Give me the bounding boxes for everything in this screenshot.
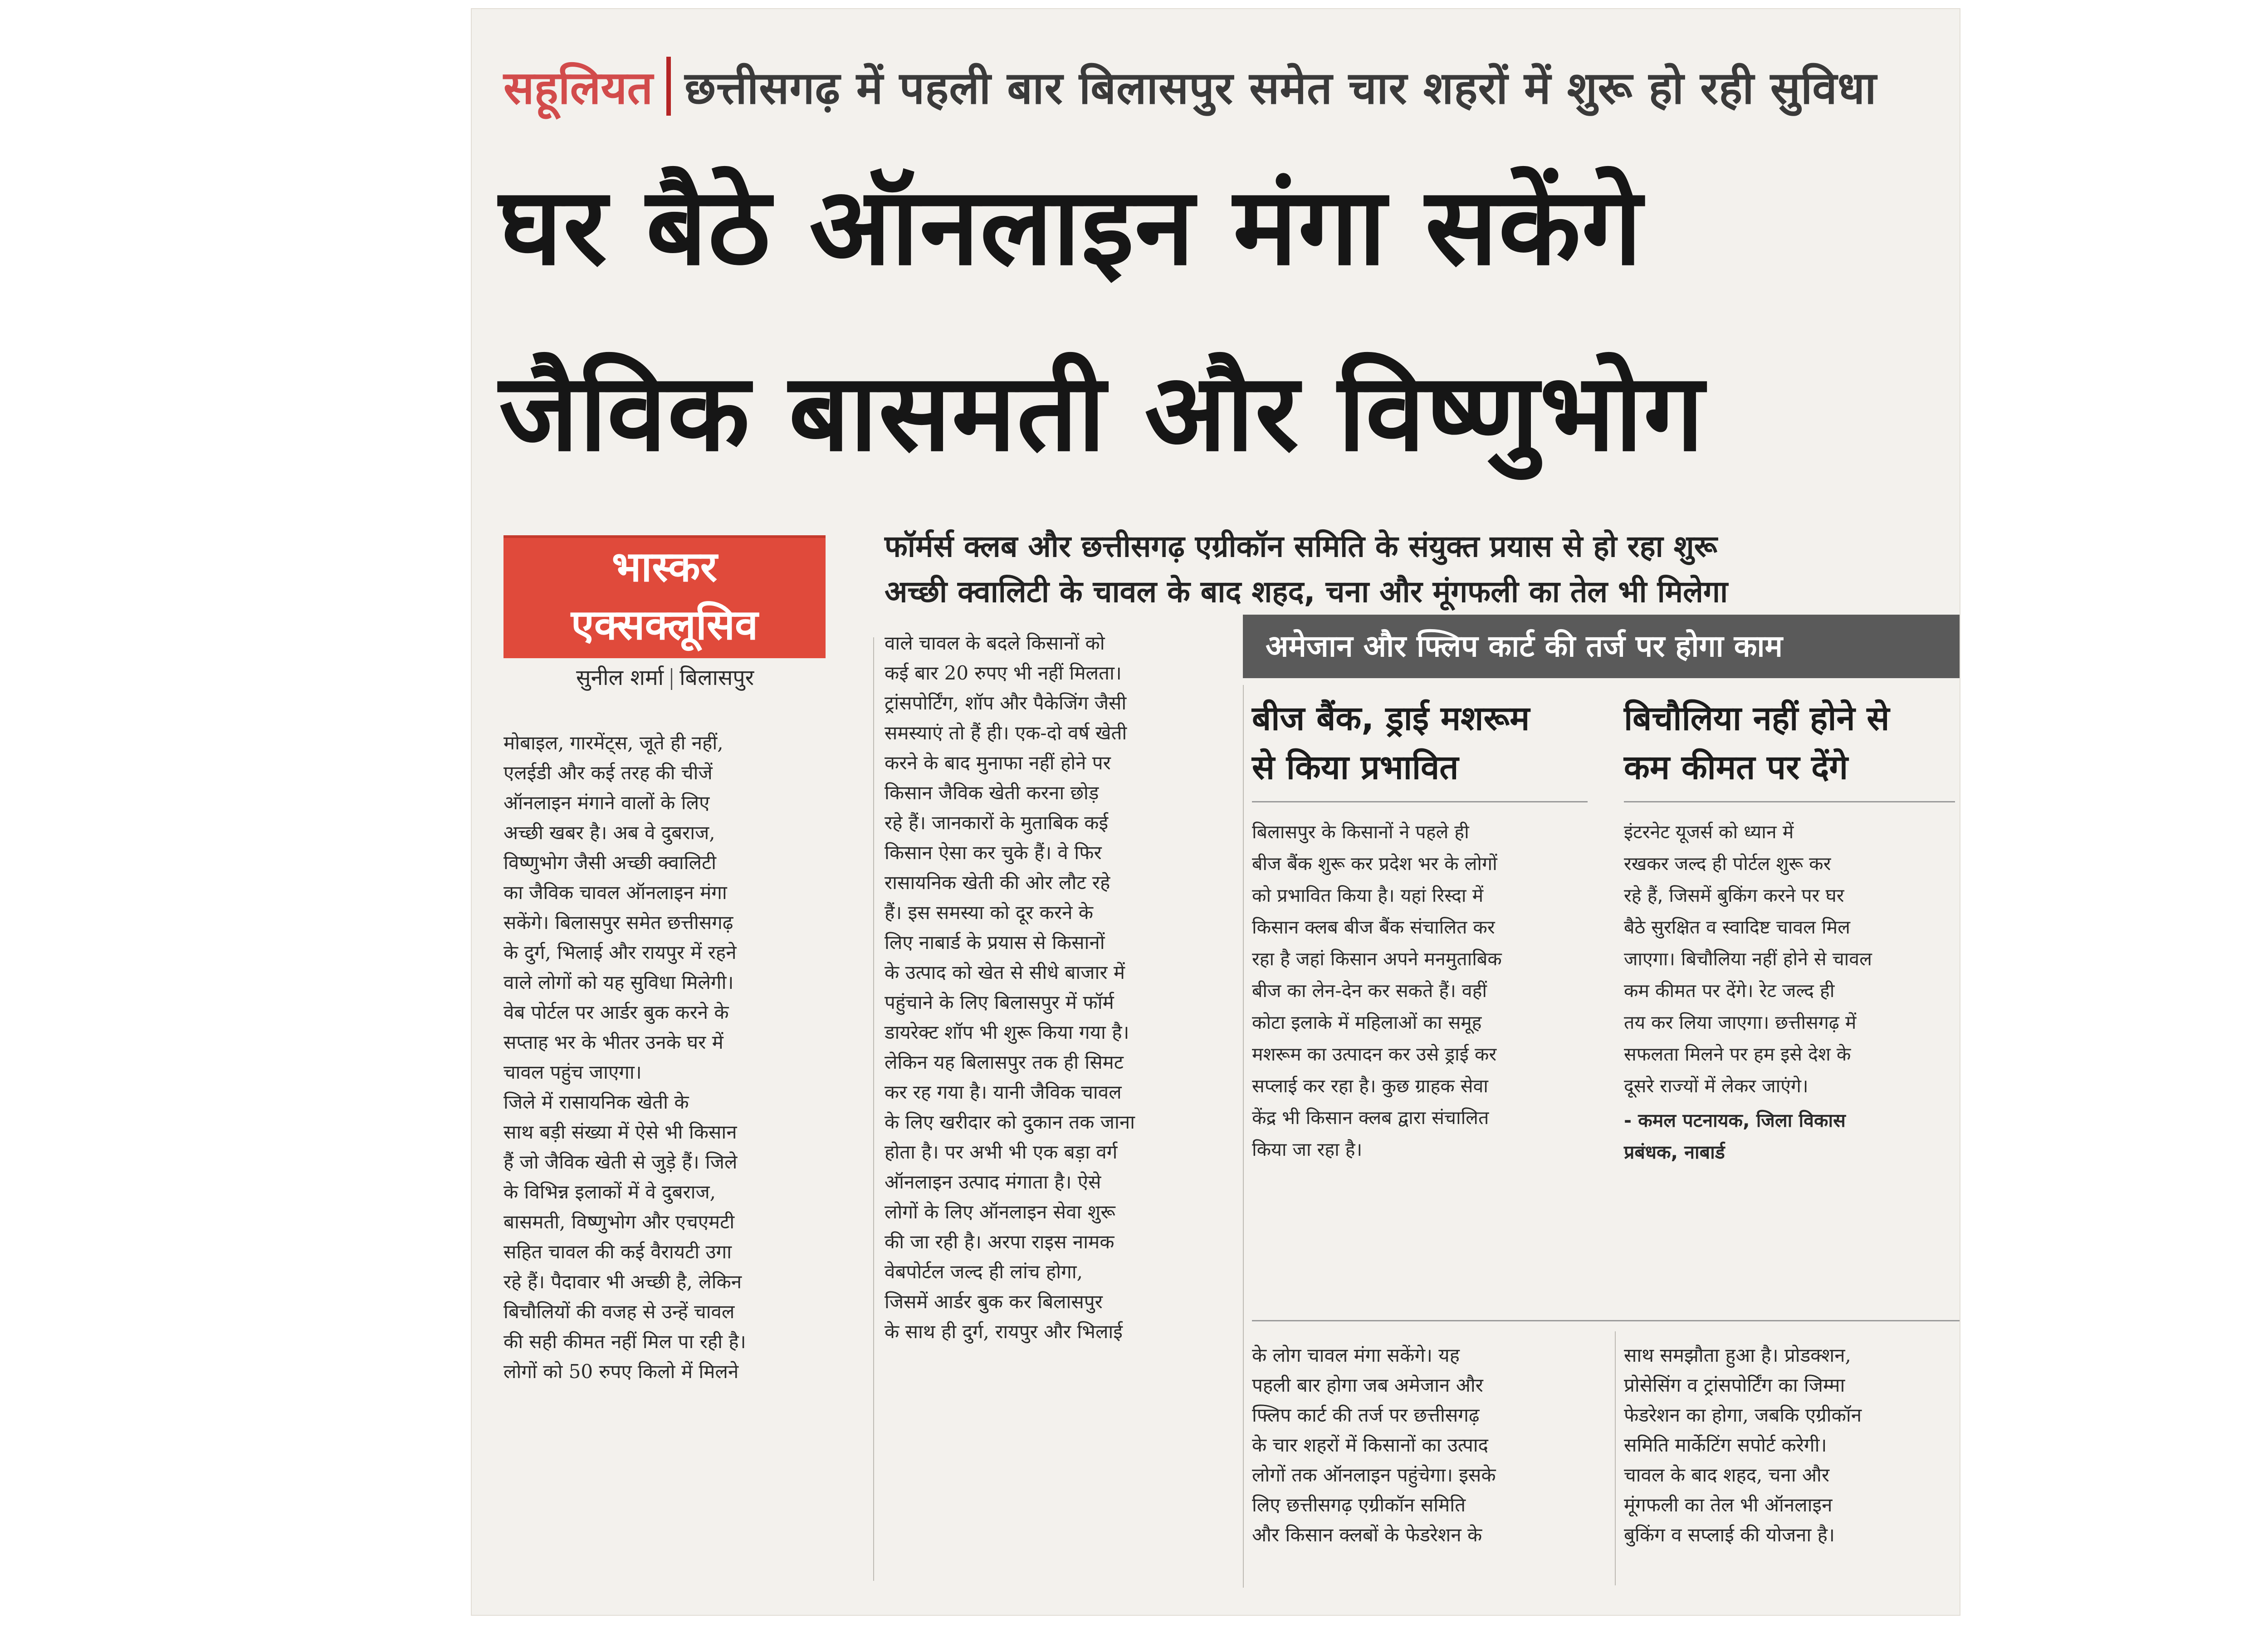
text-line: समस्याएं तो हैं ही। एक-दो वर्ष खेती xyxy=(885,722,1127,744)
text-line: एलईडी और कई तरह की चीजें xyxy=(503,762,713,784)
text-line: बीज का लेन-देन कर सकते हैं। वहीं xyxy=(1252,980,1487,1002)
text-line: रहे हैं। पैदावार भी अच्छी है, लेकिन xyxy=(503,1271,742,1293)
text-line: रहे हैं। जानकारों के मुताबिक कई xyxy=(885,812,1109,834)
sidebar-box-1 xyxy=(1252,694,1606,1165)
text-line: होता है। पर अभी भी एक बड़ा वर्ग xyxy=(885,1141,1118,1163)
text-line: बासमती, विष्णुभोग और एचएमटी xyxy=(503,1211,735,1233)
text-line: जिले में रासायनिक खेती के xyxy=(503,1091,689,1113)
text-line: इंटरनेट यूजर्स को ध्यान में xyxy=(1624,821,1794,843)
text-line: की सही कीमत नहीं मिल पा रही है। xyxy=(503,1330,746,1353)
column-divider xyxy=(1243,685,1244,1588)
text-line: किसान ऐसा कर चुके हैं। वे फिर xyxy=(885,841,1102,864)
text-line: बिचौलियों की वजह से उन्हें चावल xyxy=(503,1301,735,1323)
text-line: के विभिन्न इलाकों में वे दुबराज, xyxy=(503,1181,716,1203)
text-line: जाएगा। बिचौलिया नहीं होने से चावल xyxy=(1624,948,1872,970)
text-line: हैं। इस समस्या को दूर करने के xyxy=(885,901,1094,924)
text-line: कई बार 20 रुपए भी नहीं मिलता। xyxy=(885,662,1122,684)
text-line: पहली बार होगा जब अमेजान और xyxy=(1252,1374,1483,1396)
text-line: किसान जैविक खेती करना छोड़ xyxy=(885,782,1099,804)
sidebar-box-2 xyxy=(1624,694,1960,1168)
text-line: प्रोसेसिंग व ट्रांसपोर्टिंग का जिम्मा xyxy=(1624,1374,1845,1396)
text-line: रासायनिक खेती की ओर लौट रहे xyxy=(885,871,1110,894)
text-line: वाले चावल के बदले किसानों को xyxy=(885,632,1105,654)
text-line: सहित चावल की कई वैरायटी उगा xyxy=(503,1241,732,1263)
text-line: डायरेक्ट शॉप भी शुरू किया गया है। xyxy=(885,1021,1129,1043)
box2-attribution xyxy=(1624,1105,1960,1168)
text-line: लोगों के लिए ऑनलाइन सेवा शुरू xyxy=(885,1201,1115,1223)
text-line: वेब पोर्टल पर आर्डर बुक करने के xyxy=(503,1001,729,1023)
box2-body xyxy=(1624,816,1960,1102)
text-line: सप्लाई कर रहा है। कुछ ग्राहक सेवा xyxy=(1252,1075,1488,1097)
text-line: दूसरे राज्यों में लेकर जाएंगे। xyxy=(1624,1075,1809,1097)
text-line: बैठे सुरक्षित व स्वादिष्ट चावल मिल xyxy=(1624,916,1850,938)
attribution-line-1: - कमल पटनायक, जिला विकास xyxy=(1624,1110,1846,1131)
badge-line-1: भास्कर xyxy=(611,543,718,591)
box1-title-rule xyxy=(1252,801,1588,802)
text-line: सफलता मिलने पर हम इसे देश के xyxy=(1624,1043,1851,1065)
text-line: ऑनलाइन मंगाने वालों के लिए xyxy=(503,792,710,814)
text-line: मोबाइल, गारमेंट्स, जूते ही नहीं, xyxy=(503,732,723,754)
text-line: कोटा इलाके में महिलाओं का समूह xyxy=(1252,1012,1482,1033)
box-bottom-rule xyxy=(1252,1320,1960,1321)
box2-title-rule xyxy=(1624,801,1955,802)
text-line: का जैविक चावल ऑनलाइन मंगा xyxy=(503,881,727,904)
box1-title-line-2: से किया प्रभावित xyxy=(1252,748,1459,787)
byline xyxy=(576,662,754,692)
text-line: फेडरेशन का होगा, जबकि एग्रीकॉन xyxy=(1624,1404,1862,1426)
text-line: तय कर लिया जाएगा। छत्तीसगढ़ में xyxy=(1624,1012,1857,1033)
text-line: रहा है जहां किसान अपने मनमुताबिक xyxy=(1252,948,1502,970)
text-line: साथ समझौता हुआ है। प्रोडक्शन, xyxy=(1624,1344,1851,1366)
box2-title-line-2: कम कीमत पर देंगे xyxy=(1624,748,1848,787)
deck-line-2: अच्छी क्वालिटी के चावल के बाद शहद, चना और मूंगफली का तेल भी मिलेगा xyxy=(885,574,1728,609)
column-divider xyxy=(1615,1331,1616,1585)
text-line: विष्णुभोग जैसी अच्छी क्वालिटी xyxy=(503,851,717,874)
body-column-3 xyxy=(1252,1340,1606,1550)
text-line: किसान क्लब बीज बैंक संचालित कर xyxy=(1252,916,1495,938)
text-line: वेबपोर्टल जल्द ही लांच होगा, xyxy=(885,1261,1083,1283)
text-line: के लोग चावल मंगा सकेंगे। यह xyxy=(1252,1344,1460,1366)
text-line: पहुंचाने के लिए बिलासपुर में फॉर्म xyxy=(885,991,1114,1013)
text-line: अच्छी खबर है। अब वे दुबराज, xyxy=(503,821,715,844)
headline-line-2: जैविक बासमती और विष्णुभोग xyxy=(499,350,1705,475)
text-line: के उत्पाद को खेत से सीधे बाजार में xyxy=(885,961,1125,983)
section-strip: अमेजान और फ्लिप कार्ट की तर्ज पर होगा काम xyxy=(1243,615,1960,678)
kicker-separator xyxy=(666,57,671,116)
byline-separator xyxy=(671,668,672,690)
box1-body xyxy=(1252,816,1606,1165)
exclusive-badge xyxy=(503,535,826,658)
text-line: को प्रभावित किया है। यहां रिस्दा में xyxy=(1252,885,1484,906)
text-line: ट्रांसपोर्टिंग, शॉप और पैकेजिंग जैसी xyxy=(885,692,1127,714)
text-line: चावल के बाद शहद, चना और xyxy=(1624,1464,1830,1486)
subheadline: छत्तीसगढ़ में पहली बार बिलासपुर समेत चार शहरों में शुरू हो रही सुविधा xyxy=(684,63,1877,114)
text-line: मशरूम का उत्पादन कर उसे ड्राई कर xyxy=(1252,1043,1497,1065)
text-line: के साथ ही दुर्ग, रायपुर और भिलाई xyxy=(885,1320,1123,1343)
text-line: और किसान क्लबों के फेडरेशन के xyxy=(1252,1524,1482,1546)
text-line: केंद्र भी किसान क्लब द्वारा संचालित xyxy=(1252,1107,1489,1129)
column-divider xyxy=(873,637,874,1581)
text-line: ऑनलाइन उत्पाद मंगाता है। ऐसे xyxy=(885,1171,1101,1193)
text-line: सप्ताह भर के भीतर उनके घर में xyxy=(503,1031,723,1053)
text-line: कम कीमत पर देंगे। रेट जल्द ही xyxy=(1624,980,1835,1002)
text-line: लिए छत्तीसगढ़ एग्रीकॉन समिति xyxy=(1252,1494,1466,1516)
text-line: लिए नाबार्ड के प्रयास से किसानों xyxy=(885,931,1105,953)
box2-title-line-1: बिचौलिया नहीं होने से xyxy=(1624,699,1890,738)
kicker-row xyxy=(503,41,1932,132)
body-column-1 xyxy=(503,728,857,1387)
text-line: किया जा रहा है। xyxy=(1252,1139,1363,1160)
headline-line-1: घर बैठे ऑनलाइन मंगा सकेंगे xyxy=(499,164,1643,289)
text-line: रहे हैं, जिसमें बुकिंग करने पर घर xyxy=(1624,885,1844,906)
text-line: बिलासपुर के किसानों ने पहले ही xyxy=(1252,821,1469,843)
text-line: सकेंगे। बिलासपुर समेत छत्तीसगढ़ xyxy=(503,911,733,934)
text-line: के चार शहरों में किसानों का उत्पाद xyxy=(1252,1434,1488,1456)
text-line: के दुर्ग, भिलाई और रायपुर में रहने xyxy=(503,941,737,963)
text-line: मूंगफली का तेल भी ऑनलाइन xyxy=(1624,1494,1833,1516)
text-line: फ्लिप कार्ट की तर्ज पर छत्तीसगढ़ xyxy=(1252,1404,1480,1426)
newspaper-clipping xyxy=(472,9,1960,1615)
text-line: बीज बैंक शुरू कर प्रदेश भर के लोगों xyxy=(1252,853,1497,875)
byline-author: सुनील शर्मा xyxy=(576,665,664,690)
text-line: रखकर जल्द ही पोर्टल शुरू कर xyxy=(1624,853,1831,875)
text-line: हैं जो जैविक खेती से जुड़े हैं। जिले xyxy=(503,1151,738,1173)
text-line: लोगों को 50 रुपए किलो में मिलने xyxy=(503,1360,739,1383)
text-line: कर रह गया है। यानी जैविक चावल xyxy=(885,1081,1122,1103)
kicker: सहूलियत xyxy=(503,61,653,114)
attribution-line-2: प्रबंधक, नाबार्ड xyxy=(1624,1141,1725,1163)
badge-line-2: एक्सक्लूसिव xyxy=(571,601,758,649)
text-line: के लिए खरीदार को दुकान तक जाना xyxy=(885,1111,1135,1133)
text-line: करने के बाद मुनाफा नहीं होने पर xyxy=(885,752,1111,774)
deck xyxy=(885,524,1728,615)
text-line: लोगों तक ऑनलाइन पहुंचेगा। इसके xyxy=(1252,1464,1496,1486)
box1-title-line-1: बीज बैंक, ड्राई मशरूम xyxy=(1252,699,1530,738)
body-column-2 xyxy=(885,628,1238,1347)
byline-place: बिलासपुर xyxy=(679,665,754,690)
text-line: की जा रही है। अरपा राइस नामक xyxy=(885,1231,1114,1253)
text-line: साथ बड़ी संख्या में ऐसे भी किसान xyxy=(503,1121,737,1143)
text-line: लेकिन यह बिलासपुर तक ही सिमट xyxy=(885,1051,1124,1073)
text-line: चावल पहुंच जाएगा। xyxy=(503,1061,642,1083)
text-line: जिसमें आर्डर बुक कर बिलासपुर xyxy=(885,1291,1103,1313)
text-line: बुकिंग व सप्लाई की योजना है। xyxy=(1624,1524,1835,1546)
deck-line-1: फॉर्मर्स क्लब और छत्तीसगढ़ एग्रीकॉन समिति के संयुक्त प्रयास से हो रहा शुरू xyxy=(885,529,1717,564)
text-line: वाले लोगों को यह सुविधा मिलेगी। xyxy=(503,971,734,993)
text-line: समिति मार्केटिंग सपोर्ट करेगी। xyxy=(1624,1434,1827,1456)
body-column-4 xyxy=(1624,1340,1960,1550)
